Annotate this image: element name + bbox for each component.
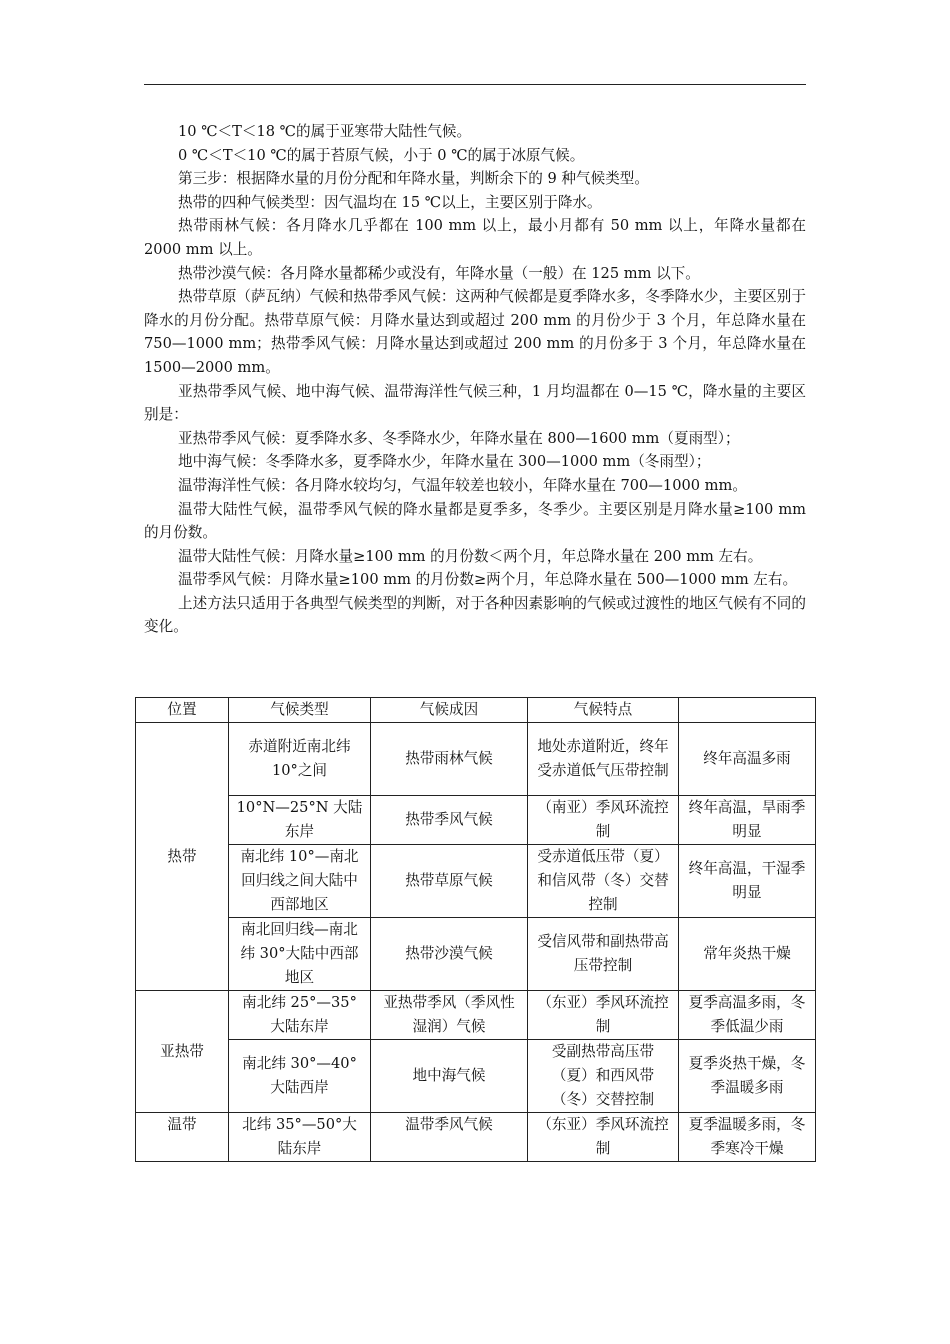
feature-cell: 终年高温多雨 [679,723,816,796]
climate-table [135,697,816,1162]
paragraph: 地中海气候：冬季降水多，夏季降水少，年降水量在 300—1000 mm（冬雨型）； [178,453,711,471]
table-row [136,845,816,918]
climate-type-cell: 热带雨林气候 [371,723,528,796]
table-row [136,918,816,991]
paragraph: 热带的四种气候类型：因气温均在 15 ℃以上，主要区别于降水。 [178,193,602,211]
cause-cell: 受信风带和副热带高压带控制 [528,918,679,991]
table-row [136,991,816,1040]
feature-cell: 夏季高温多雨，冬季低温少雨 [679,991,816,1040]
table-row [136,1113,816,1162]
cause-cell: 地处赤道附近，终年受赤道低气压带控制 [528,723,679,796]
paragraph: 上述方法只适用于各典型气候类型的判断，对于各种因素影响的气候或过渡性的地区气候有不同的变化。 [144,594,806,636]
paragraph: 亚热带季风气候、地中海气候、温带海洋性气候三种，1 月均温都在 0—15 ℃，降水量的主要区别是： [144,382,806,424]
table-row [136,723,816,796]
feature-cell: 终年高温，干湿季明显 [679,845,816,918]
paragraph: 温带海洋性气候：各月降水较均匀，气温年较差也较小，年降水量在 700—1000 mm。 [178,476,747,494]
cause-cell: （东亚）季风环流控制 [528,991,679,1040]
paragraph: 亚热带季风气候：夏季降水多、冬季降水少，年降水量在 800—1600 mm（夏雨型）； [178,429,740,447]
table-header-row [136,698,816,723]
cause-cell: 受赤道低压带（夏）和信风带（冬）交替控制 [528,845,679,918]
paragraph: 第三步：根据降水量的月份分配和年降水量，判断余下的 9 种气候类型。 [178,170,649,188]
cause-cell: （东亚）季风环流控制 [528,1113,679,1162]
feature-cell: 夏季炎热干燥，冬季温暖多雨 [679,1040,816,1113]
header-climate-feature: 气候特点 [528,698,679,723]
paragraph: 热带沙漠气候：各月降水量都稀少或没有，年降水量（一般）在 125 mm 以下。 [178,264,700,282]
paragraph: 温带大陆性气候：月降水量≥100 mm 的月份数＜两个月，年总降水量在 200 mm 左右。 [178,547,763,565]
climate-type-cell: 热带草原气候 [371,845,528,918]
climate-type-cell: 温带季风气候 [371,1113,528,1162]
position-cell: 南北纬 10°—南北回归线之间大陆中西部地区 [229,845,371,918]
climate-type-cell: 热带沙漠气候 [371,918,528,991]
body-text [144,120,806,639]
paragraph: 温带季风气候：月降水量≥100 mm 的月份数≥两个月，年总降水量在 500—1000 mm 左右。 [178,571,798,589]
position-cell: 10°N—25°N 大陆东岸 [229,796,371,845]
cause-cell: （南亚）季风环流控制 [528,796,679,845]
feature-cell: 终年高温，旱雨季明显 [679,796,816,845]
header-blank [679,698,816,723]
climate-type-cell: 地中海气候 [371,1040,528,1113]
paragraph: 热带雨林气候：各月降水几乎都在 100 mm 以上，最小月都有 50 mm 以上，年降水量都在 2000 mm 以上。 [144,217,806,258]
climate-type-cell: 热带季风气候 [371,796,528,845]
cause-cell: 受副热带高压带（夏）和西风带（冬）交替控制 [528,1040,679,1113]
position-cell: 南北纬 25°—35°大陆东岸 [229,991,371,1040]
table-row [136,796,816,845]
paragraph: 温带大陆性气候，温带季风气候的降水量都是夏季多，冬季少。主要区别是月降水量≥100 mm 的月份数。 [144,500,806,542]
position-cell: 赤道附近南北纬 10°之间 [229,723,371,796]
zone-cell: 热带 [136,723,229,991]
feature-cell: 夏季温暖多雨，冬季寒冷干燥 [679,1113,816,1162]
zone-cell: 亚热带 [136,991,229,1113]
position-cell: 北纬 35°—50°大陆东岸 [229,1113,371,1162]
paragraph: 0 ℃＜T＜10 ℃的属于苔原气候，小于 0 ℃的属于冰原气候。 [178,146,585,164]
table-row [136,1040,816,1113]
climate-type-cell: 亚热带季风（季风性湿润）气候 [371,991,528,1040]
zone-cell: 温带 [136,1113,229,1162]
header-rule [144,84,806,85]
position-cell: 南北纬 30°—40°大陆西岸 [229,1040,371,1113]
header-climate-cause: 气候成因 [371,698,528,723]
position-cell: 南北回归线—南北纬 30°大陆中西部地区 [229,918,371,991]
paragraph: 热带草原（萨瓦纳）气候和热带季风气候：这两种气候都是夏季降水多，冬季降水少，主要区别于降水的月份分配。热带草原气候：月降水量达到或超过 200 mm 的月份少于 3 个月，年总降水量在 750—1000 mm；热带季风气候：月降水量达到或超过 200 mm 的月份多于 3 个月，年总降水量在 1500—2000 mm。 [144,288,806,376]
paragraph: 10 ℃＜T＜18 ℃的属于亚寒带大陆性气候。 [178,123,472,140]
header-climate-type: 气候类型 [229,698,371,723]
header-position: 位置 [136,698,229,723]
feature-cell: 常年炎热干燥 [679,918,816,991]
